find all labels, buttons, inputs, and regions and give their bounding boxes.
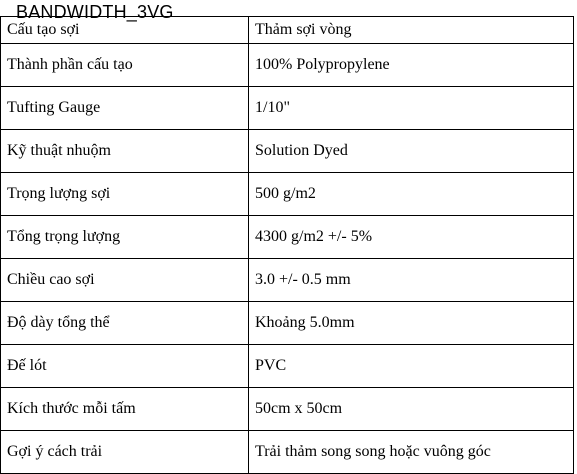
row-value: 500 g/m2 [249, 173, 574, 216]
row-value: Thảm sợi vòng [249, 17, 574, 44]
table-row [1, 87, 574, 130]
row-label: Trọng lượng sợi [1, 173, 249, 216]
row-label: Độ dày tổng thể [1, 302, 249, 345]
table-row [1, 302, 574, 345]
row-label: Tổng trọng lượng [1, 216, 249, 259]
row-value: PVC [249, 345, 574, 388]
row-label: Cấu tạo sợi [1, 17, 249, 44]
row-value: 100% Polypropylene [249, 44, 574, 87]
row-value: 4300 g/m2 +/- 5% [249, 216, 574, 259]
row-label: Gợi ý cách trải [1, 431, 249, 474]
row-label: Kích thước mỗi tấm [1, 388, 249, 431]
table-row [1, 431, 574, 474]
row-label: Chiều cao sợi [1, 259, 249, 302]
row-value: 1/10" [249, 87, 574, 130]
row-value: Khoảng 5.0mm [249, 302, 574, 345]
row-value: 3.0 +/- 0.5 mm [249, 259, 574, 302]
row-label: Thành phần cấu tạo [1, 44, 249, 87]
row-label: Kỹ thuật nhuộm [1, 130, 249, 173]
table-row [1, 216, 574, 259]
table-row [1, 259, 574, 302]
table-row [1, 173, 574, 216]
row-value: 50cm x 50cm [249, 388, 574, 431]
row-value: Trải thảm song song hoặc vuông góc [249, 431, 574, 474]
spec-table [0, 16, 574, 474]
table-row [1, 345, 574, 388]
table-row [1, 388, 574, 431]
table-row [1, 44, 574, 87]
row-label: Tufting Gauge [1, 87, 249, 130]
product-title: BANDWIDTH_3VG [16, 2, 174, 22]
row-label: Đế lót [1, 345, 249, 388]
row-value: Solution Dyed [249, 130, 574, 173]
table-row [1, 130, 574, 173]
